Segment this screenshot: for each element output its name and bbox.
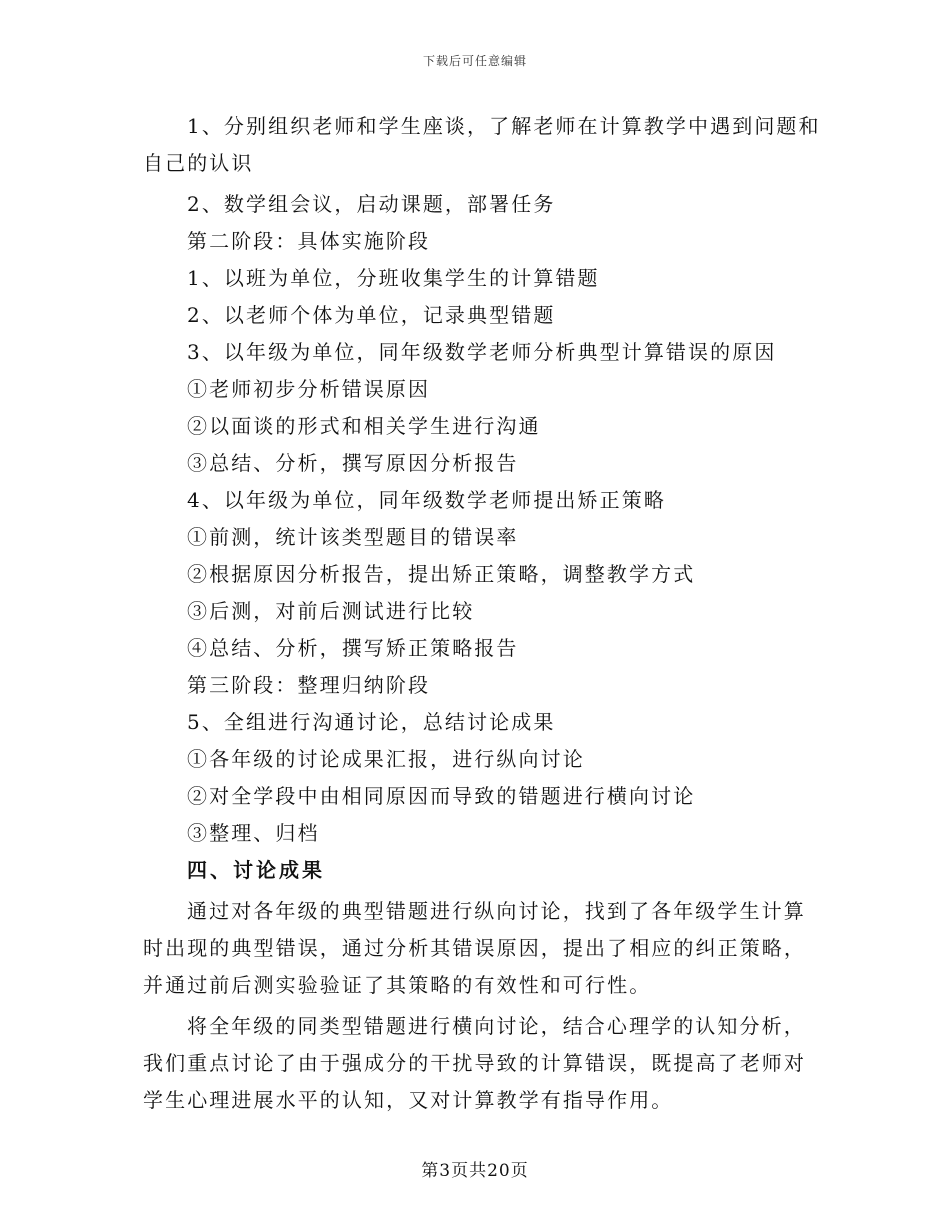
stage-2-item-3-sub-1: ①老师初步分析错误原因 [187, 377, 431, 401]
result-paragraph-1: 通过对各年级的典型错题进行纵向讨论，找到了各年级学生计算时出现的典型错误，通过分析其错误原因，提出了相应的纠正策略，并通过前后测实验验证了其策略的有效性和可行性。 [143, 899, 806, 997]
list-item-1-line-2: 自己的认识 [143, 151, 254, 175]
stage-3-item-5-sub-3: ③整理、归档 [187, 821, 320, 845]
stage-2-item-4: 4、以年级为单位，同年级数学老师提出矫正策略 [187, 488, 666, 512]
stage-2-item-3-sub-3: ③总结、分析，撰写原因分析报告 [187, 451, 519, 475]
stage-3-item-5: 5、全组进行沟通讨论，总结讨论成果 [187, 710, 556, 734]
stage-2-item-4-sub-2: ②根据原因分析报告，提出矫正策略，调整教学方式 [187, 562, 696, 586]
stage-3-item-5-sub-2: ②对全学段中由相同原因而导致的错题进行横向讨论 [187, 784, 696, 808]
stage-2-item-4-sub-1: ①前测，统计该类型题目的错误率 [187, 525, 519, 549]
stage-3-title: 第三阶段：整理归纳阶段 [187, 673, 431, 697]
stage-2-item-4-sub-4: ④总结、分析，撰写矫正策略报告 [187, 636, 519, 660]
stage-2-item-2: 2、以老师个体为单位，记录典型错题 [187, 303, 556, 327]
section-4-heading: 四、讨论成果 [187, 858, 325, 882]
list-item-2: 2、数学组会议，启动课题，部署任务 [187, 192, 556, 216]
page-footer: 第3页共20页 [421, 1161, 529, 1181]
stage-2-item-1: 1、以班为单位，分班收集学生的计算错题 [187, 266, 600, 290]
stage-2-item-4-sub-3: ③后测，对前后测试进行比较 [187, 599, 475, 623]
stage-2-item-3: 3、以年级为单位，同年级数学老师分析典型计算错误的原因 [187, 340, 777, 364]
stage-2-title: 第二阶段：具体实施阶段 [187, 229, 431, 253]
result-paragraph-2: 将全年级的同类型错题进行横向讨论，结合心理学的认知分析，我们重点讨论了由于强成分的干扰导致的计算错误，既提高了老师对学生心理进展水平的认知，又对计算教学有指导作用。 [143, 1014, 806, 1112]
stage-3-item-5-sub-1: ①各年级的讨论成果汇报，进行纵向讨论 [187, 747, 585, 771]
document-body [143, 108, 823, 1119]
list-item-1-line-1: 1、分别组织老师和学生座谈，了解老师在计算教学中遇到问题和 [187, 114, 821, 138]
page-header: 下载后可任意编辑 [422, 54, 527, 68]
stage-2-item-3-sub-2: ②以面谈的形式和相关学生进行沟通 [187, 414, 541, 438]
